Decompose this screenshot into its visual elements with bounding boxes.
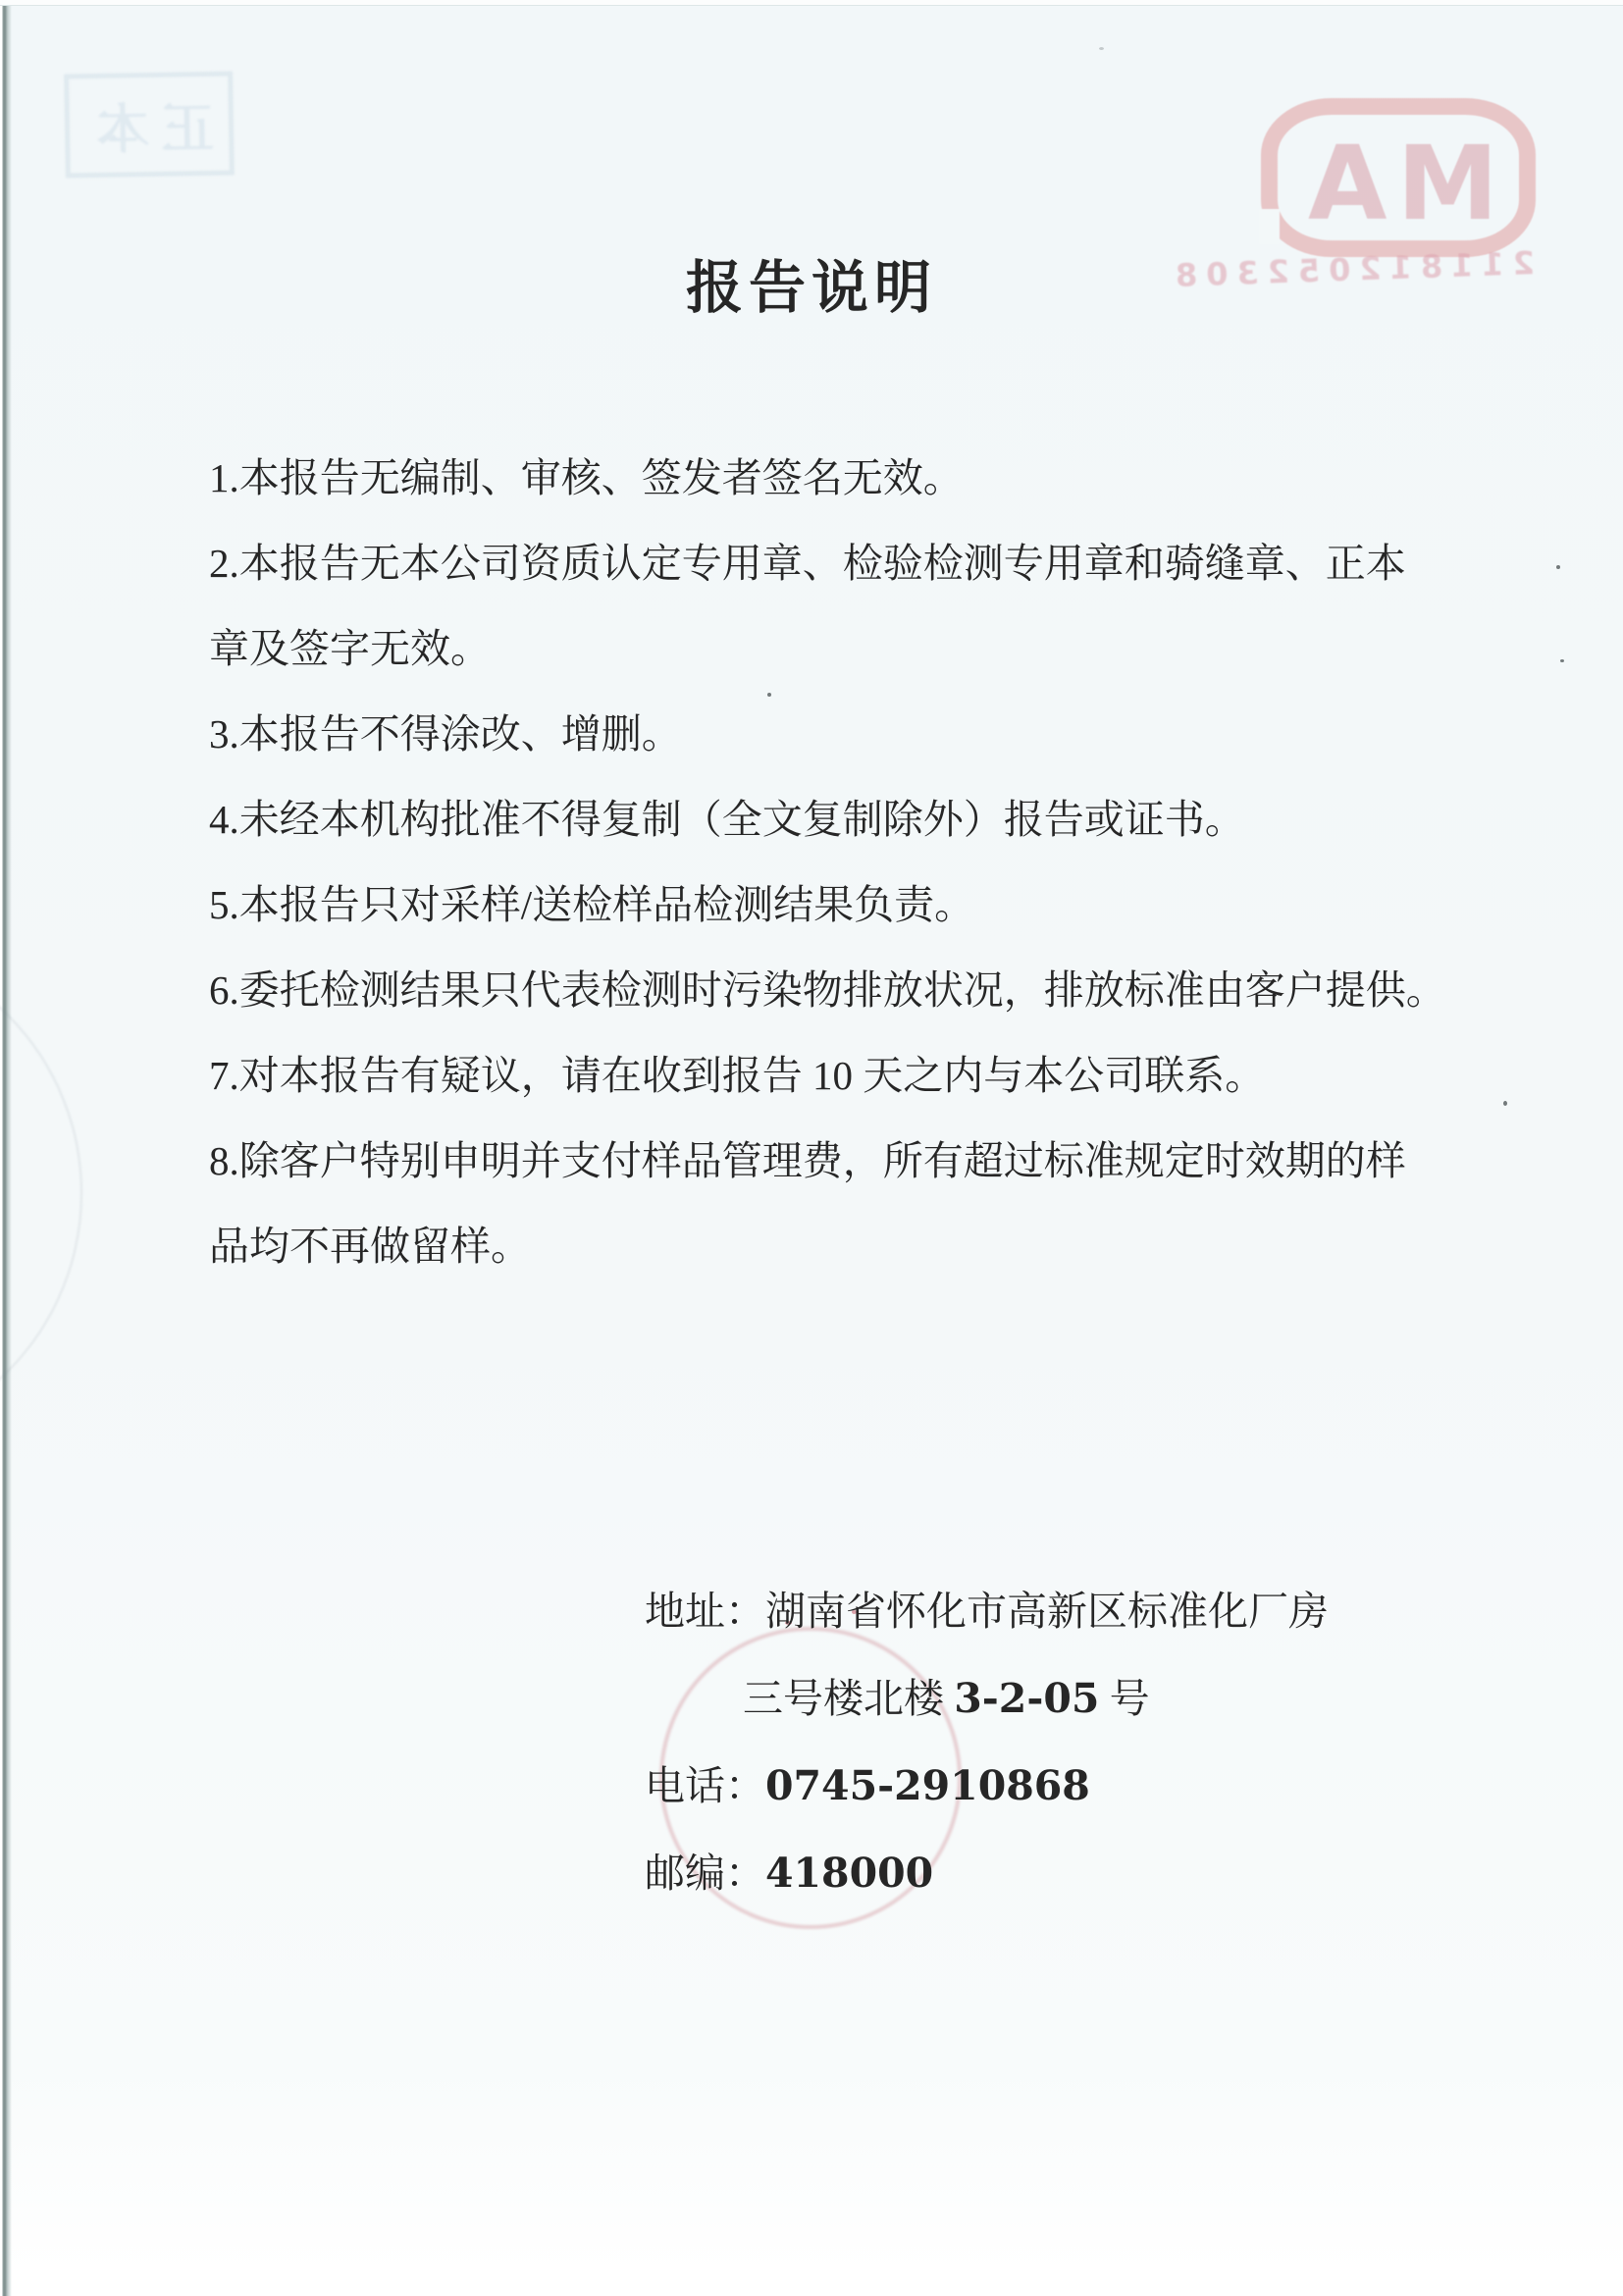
note-line-8: 8.除客户特别申明并支付样品管理费，所有超过标准规定时效期的样 [209, 1138, 1406, 1183]
phone-row [645, 1743, 1329, 1830]
phone-value: 0745-2910868 [765, 1762, 1090, 1809]
faint-rect-stamp [64, 72, 235, 179]
cma-stamp-border-gap [1259, 209, 1280, 244]
scan-speck [1560, 659, 1564, 662]
address-label: 地址： [645, 1589, 765, 1634]
scan-speck [1556, 565, 1560, 569]
phone-label: 电话： [645, 1763, 765, 1808]
scan-speck [1099, 47, 1104, 50]
postal-label: 邮编： [645, 1851, 765, 1896]
address-value: 湖南省怀化市高新区标准化厂房 [765, 1589, 1329, 1634]
note-line-8-continued: 品均不再做留样。 [209, 1224, 531, 1269]
address-row-2 [645, 1655, 1329, 1743]
faint-rect-stamp-text: 正本 [83, 98, 215, 160]
address-line2-number: 3-2-05 [954, 1675, 1100, 1722]
scan-edge-top [0, 0, 1623, 6]
report-notes-list [209, 436, 1445, 1289]
postal-row [645, 1830, 1329, 1917]
cma-stamp-letters: MA [1298, 124, 1498, 243]
note-line-2: 2.本报告无本公司资质认定专用章、检验检测专用章和骑缝章、正本 [209, 541, 1406, 586]
postal-value: 418000 [765, 1850, 934, 1897]
note-line-3: 3.本报告不得涂改、增删。 [209, 711, 682, 757]
address-line2-suffix: 号 [1099, 1676, 1150, 1721]
cma-stamp [1261, 98, 1536, 257]
note-line-1: 1.本报告无编制、审核、签发者签名无效。 [209, 455, 964, 500]
page-title: 报告说明 [685, 256, 937, 320]
note-line-4: 4.未经本机构批准不得复制（全文复制除外）报告或证书。 [209, 797, 1245, 842]
note-line-5: 5.本报告只对采样/送检样品检测结果负责。 [209, 882, 975, 927]
address-row [645, 1568, 1329, 1655]
address-line2-prefix: 三号楼北楼 [743, 1676, 955, 1721]
paper-crease-arc [0, 940, 82, 1446]
note-line-2-continued: 章及签字无效。 [209, 626, 491, 671]
note-line-7: 7.对本报告有疑议，请在收到报告 10 天之内与本公司联系。 [209, 1053, 1266, 1098]
scan-speck [1503, 1101, 1507, 1106]
cma-stamp-serial-number: 211812052308 [1166, 244, 1536, 295]
contact-block [645, 1568, 1329, 1917]
note-line-6: 6.委托检测结果只代表检测时污染物排放状况，排放标准由客户提供。 [209, 967, 1446, 1013]
